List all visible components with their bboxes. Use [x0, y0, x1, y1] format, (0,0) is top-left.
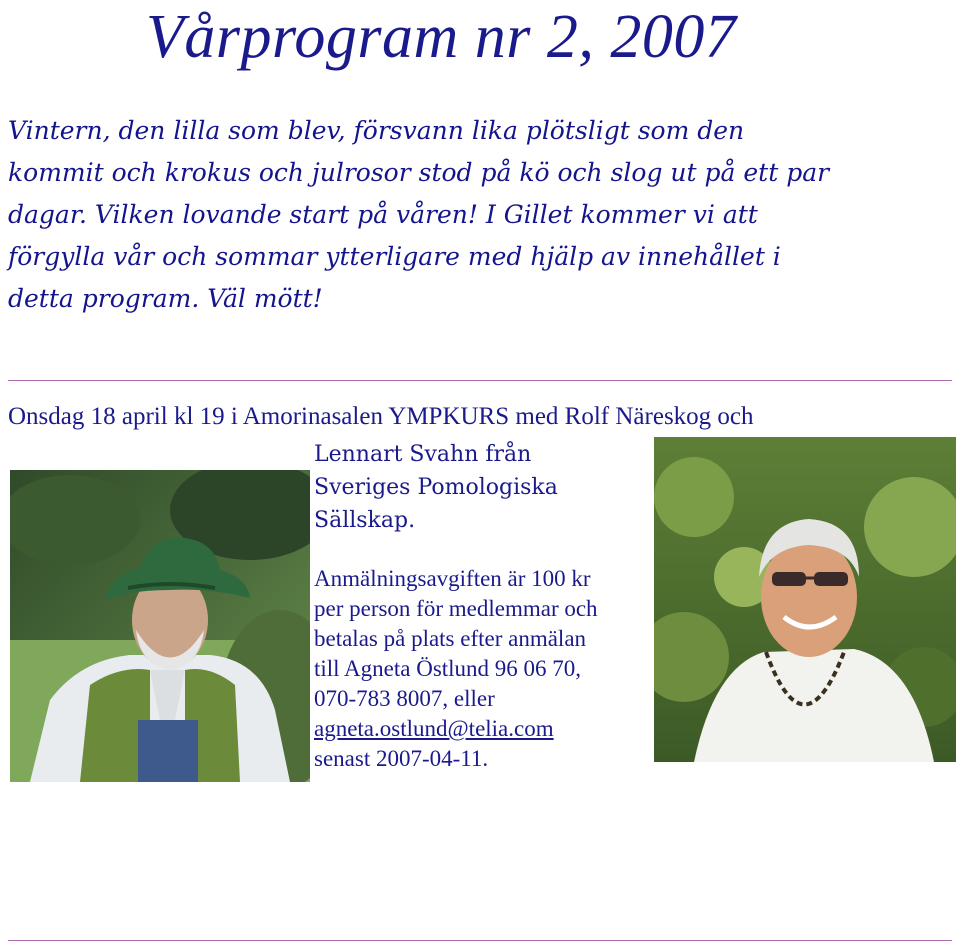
intro-line: Vintern, den lilla som blev, försvann lika plötsligt som den: [8, 116, 745, 145]
event-speakers: [314, 438, 558, 537]
event-registration: [314, 564, 598, 774]
intro-line: förgylla vår och sommar ytterligare med hjälp av innehållet i: [8, 242, 781, 271]
intro-paragraph: [8, 110, 956, 320]
registration-line: 070-783 8007, eller: [314, 686, 495, 711]
divider-top: [8, 380, 952, 381]
email-link[interactable]: agneta.ostlund@telia.com: [314, 716, 554, 741]
intro-line: detta program. Väl mött!: [8, 284, 323, 313]
registration-line: per person för medlemmar och: [314, 596, 598, 621]
registration-deadline: senast 2007-04-11.: [314, 746, 489, 771]
speakers-line: Sällskap.: [314, 508, 416, 533]
divider-bottom: [8, 940, 952, 941]
registration-line: betalas på plats efter anmälan: [314, 626, 587, 651]
speakers-line: Lennart Svahn från: [314, 442, 532, 467]
photo-rolf-nareskog: [10, 470, 310, 782]
speakers-line: Sveriges Pomologiska: [314, 475, 558, 500]
intro-line: dagar. Vilken lovande start på våren! I Gillet kommer vi att: [8, 200, 758, 229]
photo-lennart-svahn: [654, 437, 956, 762]
registration-line: till Agneta Östlund 96 06 70,: [314, 656, 582, 681]
page-title: Vårprogram nr 2, 2007: [146, 3, 737, 71]
intro-line: kommit och krokus och julrosor stod på kö och slog ut på ett par: [8, 158, 830, 187]
event-heading: Onsdag 18 april kl 19 i Amorinasalen YMPKURS med Rolf Näreskog och: [8, 403, 754, 430]
registration-line: Anmälningsavgiften är 100 kr: [314, 566, 591, 591]
